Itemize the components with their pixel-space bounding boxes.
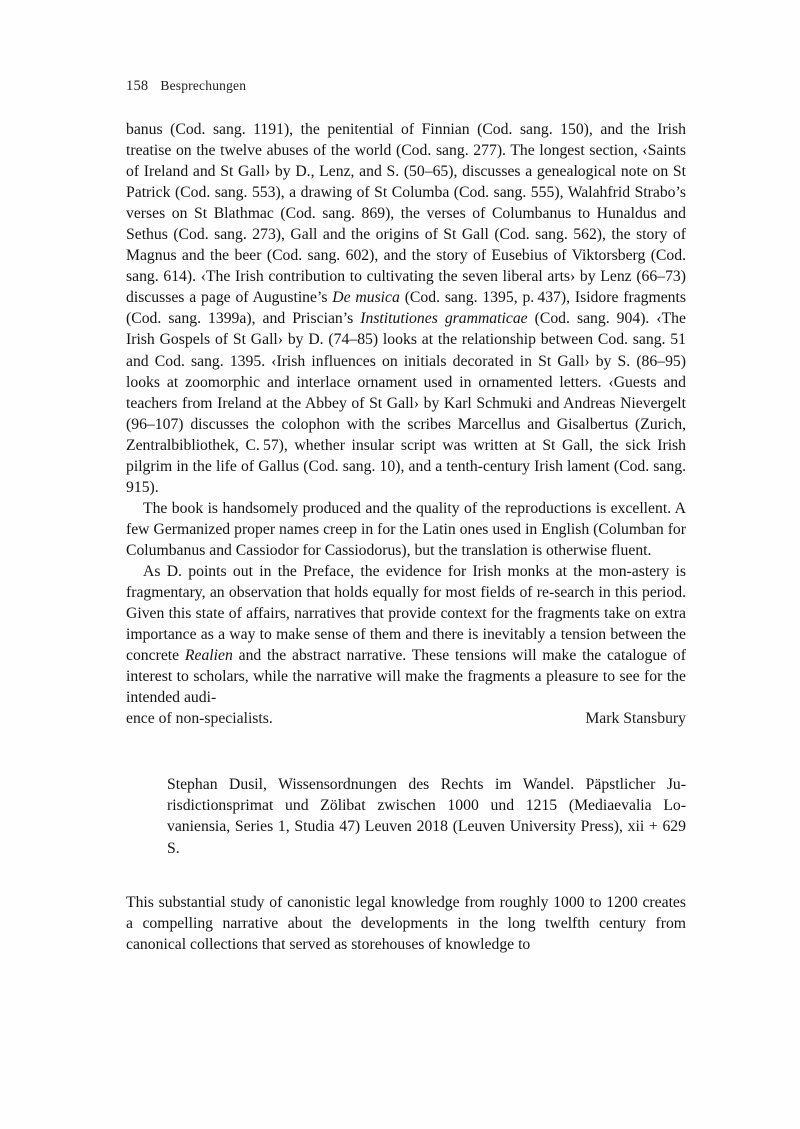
italic-title: Realien: [184, 647, 233, 665]
italic-title: De musica: [332, 289, 400, 307]
bibliographic-entry: Stephan Dusil, Wissensordnungen des Rechts im Wandel. Päpstlicher Ju-risdictionsprimat und Zölibat zwischen 1000 und 1215 (Mediaevalia Lo-vaniensia, Series 1, Studia 47) Leuven 2018 (Leuven University Press), xii + 629 S.: [167, 776, 686, 857]
closing-sentence: ence of non-specialists.: [126, 710, 273, 728]
running-head: [126, 78, 686, 95]
spacer-above-bibliography: [126, 729, 686, 774]
paragraph-preface-assessment: As D. points out in the Preface, the evidence for Irish monks at the mon-astery is fragmentary, an observation that holds equally for most fields of re-search in this period. Given this state of affairs, narratives that provide context for the fragments take on extra importance as a way to make sense of them and there is inevitably a tension between the concrete Realien and the abstract narrative. These tensions will make the catalogue of interest to scholars, while the narrative will make the fragments a pleasure to see for the intended audi-: [126, 562, 686, 707]
review-closing-and-signature: [126, 708, 686, 729]
page-folio-number: 158: [126, 78, 149, 94]
paragraph-production-quality: The book is handsomely produced and the quality of the reproductions is excellent. A few Germanized proper names creep in for the Latin ones used in English (Columban for Columbanus and Cassiodor for Cassiodorus), but the translation is otherwise fluent.: [126, 499, 686, 559]
italic-title: Institutiones grammaticae: [360, 310, 528, 328]
paragraph-review-two-opening: This substantial study of canonistic legal knowledge from roughly 1000 to 1200 creates a compelling narrative about the developments in the long twelfth century from canonical collections that served as storehouses of knowledge to: [126, 893, 686, 953]
page-text-block: [126, 119, 686, 955]
running-head-section-title: Besprechungen: [160, 78, 247, 93]
spacer-below-bibliography: [126, 859, 686, 892]
reviewer-signature: Mark Stansbury: [585, 710, 686, 728]
paragraph-contents-survey: banus (Cod. sang. 1191), the penitential of Finnian (Cod. sang. 150), and the Irish treatise on the twelve abuses of the world (Cod. sang. 277). The longest section, ‹Saints of Ireland and St Gall› by D., Lenz, and S. (50–65), discusses a genealogical note on St Patrick (Cod. sang. 553), a drawing of St Columba (Cod. sang. 555), Walahfrid Strabo’s verses on St Blathmac (Cod. sang. 869), the verses of Columbanus to Hunaldus and Sethus (Cod. sang. 273), Gall and the origins of St Gall (Cod. sang. 562), the story of Magnus and the beer (Cod. sang. 602), and the story of Eusebius of Viktorsberg (Cod. sang. 614). ‹The Irish contribution to cultivating the seven liberal arts› by Lenz (66–73) discusses a page of Augustine’s De musica (Cod. sang. 1395, p. 437), Isidore fragments (Cod. sang. 1399a), and Priscian’s Institutiones grammaticae (Cod. sang. 904). ‹The Irish Gospels of St Gall› by D. (74–85) looks at the relationship between Cod. sang. 51 and Cod. sang. 1395. ‹Irish influences on initials decorated in St Gall› by S. (86–95) looks at zoomorphic and interlace ornament used in ornamented letters. ‹Guests and teachers from Ireland at the Abbey of St Gall› by Karl Schmuki and Andreas Nievergelt (96–107) discusses the colophon with the scribes Marcellus and Gisalbertus (Zurich, Zentralbibliothek, C. 57), whether insular script was written at St Gall, the sick Irish pilgrim in the life of Gallus (Cod. sang. 10), and a tenth-century Irish lament (Cod. sang. 915).: [126, 121, 686, 496]
